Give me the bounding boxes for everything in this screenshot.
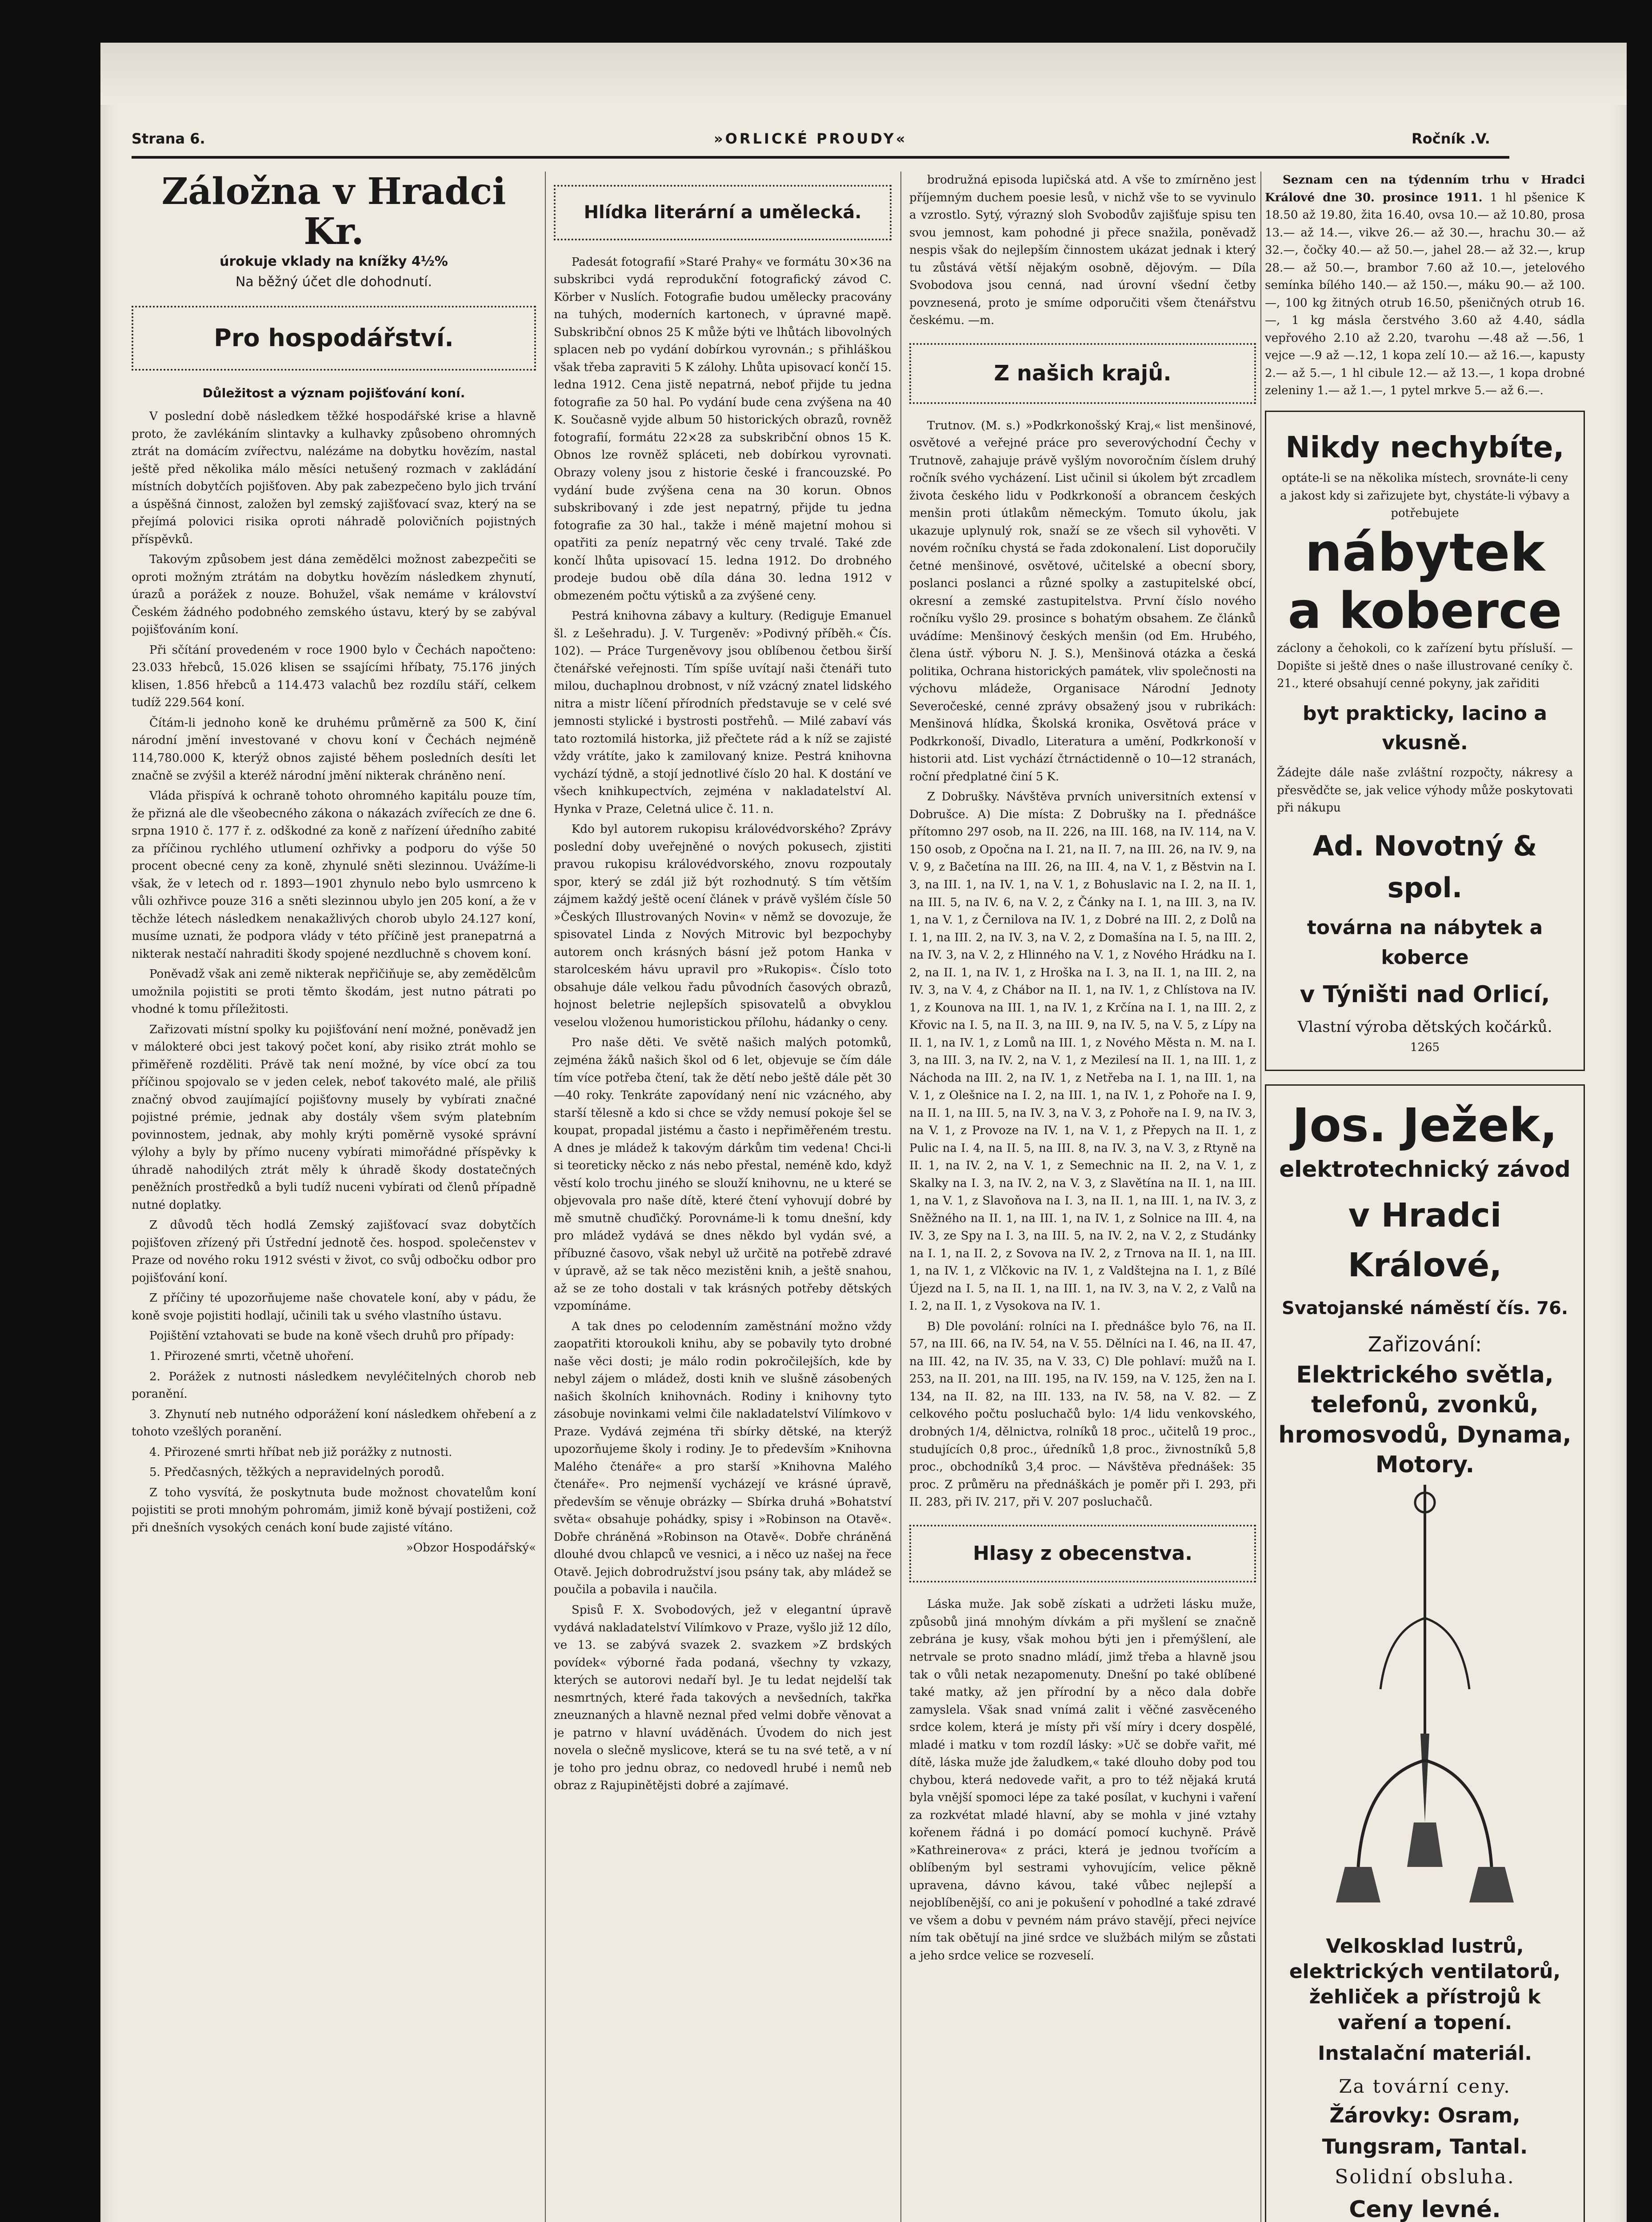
electric-ad-address: Svatojanské náměstí čís. 76.: [1281, 1298, 1568, 1319]
furniture-ad-headline: Nikdy nechybíte,: [1285, 430, 1564, 464]
furniture-ad-number: 1265: [1410, 1040, 1440, 1054]
literary-body-2: [554, 1602, 892, 1795]
chandelier-icon: [1332, 1485, 1518, 1929]
column-1: [132, 172, 536, 2222]
section-heading-letters: Hlasy z obecenstva.: [909, 1525, 1256, 1583]
electric-ad-city: v Hradci Králové,: [1348, 1196, 1502, 1285]
electric-ad-bulbs: Žárovky: Osram, Tungsram, Tantal.: [1322, 2103, 1528, 2159]
paragraph: Z toho vysvítá, že poskytnuta bude možnost chovatelům koní pojistiti se proti mnohým pohromám, jimiž koně bývají postiženi, což při dnešních vysokých cenách koní bude zajisté vítáno.: [132, 1486, 536, 1535]
electric-ad-install: Instalační materiál.: [1318, 2042, 1532, 2065]
market-prices-title: Seznam cen na týdenním trhu v Hradci Králové dne 30. prosince 1911.: [1265, 173, 1585, 204]
electric-ad-stock: Velkosklad lustrů, elektrických ventilatorů, žehliček a přístrojů k vaření a topení.: [1289, 1934, 1561, 2034]
regions-body: [909, 417, 1256, 1511]
paragraph: Z Dobrušky. Návštěva prvních universitních extensí v Dobrušce. A) Die místa: Z Dobrušky na I. přednášce přítomno 297 osob, na II. 226, na III. 168, na IV. 114, na V. 150 osob, z Opočna na I. 21, na II. 7, na III. 26, na IV. 9, na V. 9, z Bačetína na III. 26, na III. 4, na V. 1, z Běstvin na I. 3, na III. 1, na IV. 1, na V. 1, z Bohuslavic na I. 2, na II. 1, na III. 5, na IV. 6, na V. 2, z Čánky na I. 1, na III. 3, na IV. 1, na V. 1, z Černilova na IV. 1, z Dobré na III. 2, z Dolů na I. 1, na III. 2, na IV. 3, na V. 2, z Domašína na I. 5, na III. 2, na IV. 3, na V. 2, z Hlinného na V. 1, z Nového Hrádku na I. 2, na II. 1, na IV. 1, z Hroška na I. 3, na II. 1, na III. 2, na IV. 3, na V. 4, z Chábor na II. 1, na IV. 1, z Chlístova na IV. 1, z Kounova na III. 1, na IV. 1, z Krčína na I. 1, na III. 2, z Křovic na I. 5, na II. 3, na III. 9, na IV. 5, na V. 5, z Lípy na II. 1, na IV. 1, z Lomů na III. 1, z Nového Města n. M. na I. 3, na III. 3, na IV. 2, na V. 1, z Mezilesí na II. 1, na III. 1, z Náchoda na III. 2, na IV. 1, z Netřeba na I. 1, na III. 1, na V. 1, z Olešnice na I. 2, na III. 1, na IV. 1, z Pohoře na I. 9, na II. 1, na III. 5, na IV. 3, na V. 3, z Pohoře na I. 9, na IV. 3, na V. 1, z Provoze na IV. 1, na V. 1, z Přepych na II. 1, z Pulic na I. 4, na II. 5, na III. 8, na IV. 3, na V. 3, z Rtyně na II. 1, na IV. 2, na V. 1, z Semechnic na II. 2, na V. 1, z Skalky na I. 3, na IV. 2, na V. 3, z Slavětína na II. 1, na III. 1, na V. 1, z Slavoňova na I. 3, na II. 1, na III. 1, na IV. 3, z Sněžného na II. 1, na III. 1, na IV. 1, z Solnice na III. 4, na IV. 3, ze Spy na I. 3, na III. 5, na IV. 2, na V. 2, z Studánky na I. 1, na II. 2, z Sovova na IV. 2, z Trnova na II. 1, na III. 1, na IV. 1, z Vlčkovic na IV. 1, z Valdštejna na I. 1, z Bílé Újezd na I. 5, na II. 1, na III. 1, na IV. 3, na V. 2, z Valů na I. 2, na II. 1, z Vysokova na IV. 1.: [909, 790, 1256, 1313]
page-number: Strana 6.: [132, 130, 205, 147]
paragraph: Pojištění vztahovati se bude na koně všech druhů pro případy:: [149, 1329, 515, 1343]
paragraph: Vláda přispívá k ochraně tohoto ohromného kapitálu pouze tím, že přizná ale dle všeobecného zákona o nákazách zvířecích ze dne 6. srpna 1910 č. 177 ř. z. odškodné za koně z nařízení úředního zabité za příčinou rychlého utlumení ozhřivky a podporu do výše 50 procent obecné ceny za koně, zhynulé sněti slezinnou. Uvážíme-li však, že v letech od r. 1893—1901 zhynulo nebo bylo usmrceno k vůli ozhřivce pouze 316 a sněti slezinnou ubylo jen 205 koní, a že v těchže létech následkem nenakažlivých chorob ubylo 24.127 koní, musíme uznati, že podpora vlády v této příčině jest pranepatrná a nikterak nestačí nahraditi škody spojené nezdluchně s chovem koní.: [132, 789, 536, 961]
electric-ad-lead: Zařizování:: [1368, 1332, 1482, 1356]
paragraph: 1. Přirozené smrti, včetně uhoření.: [149, 1350, 354, 1363]
furniture-ad-intro: optáte-li se na několika místech, srovnáte-li ceny a jakost kdy si zařizujete byt, chystáte-li výbavy a potřebujete: [1280, 472, 1570, 520]
section-heading-regions: Z našich krajů.: [909, 343, 1256, 404]
paragraph: 4. Přirozené smrti hříbat neb již porážky z nutnosti.: [149, 1445, 452, 1459]
article-title: Důležitost a význam pojišťování koní.: [202, 385, 465, 400]
paragraph: 2. Porážek z nutnosti následkem nevyléčitelných chorob neb poranění.: [132, 1370, 536, 1401]
volume-label: Ročník .V.: [1412, 130, 1490, 147]
paragraph: Pro naše děti. Ve světě našich malých potomků, zejména žáků našich škol od 6 let, objevuje se čím dále tím více potřeba čtení, tak že dětí nebo ještě dále pět 30—40 roky. Tenkráte zapovídaný není nic vzácného, aby starší tělesně a kdo si chce se vždy nemusí pokoje šel se koupat, propadal jistému a často i nepřiměřeném trestu. A dnes je mládež k takovým dárkům tim vedena! Chci-li si teoreticky něcko z nás nebo přestal, neméně kdo, když věstí kolo trochu jiného se slouží knihovnu, ne u které se objevovala pro naše dítě, které čtení vyhovují dobré by mě smutně chuďičký. Porovnáme-li k tomu dnešní, kdy pro mládež vydává se dnes někdo byl vydán své, a příbuzné časovo, však nebyl už určitě na potřebě zdravé v úpravě, až se tak něco mezistěni knih, a ještě snahou, až se ze toho dostali v tak krásných potřeby dětských vzpomínáme.: [554, 1036, 892, 1313]
paragraph: Čítám-li jednoho koně ke druhému průměrně za 500 K, činí národní jmění investované v chovu koní v Čechách nejméně 114,780.000 K, kterýž obnos zajisté během posledních desíti let značně se zvýšil a kteréž národní jmění nikterak chráněno není.: [132, 716, 536, 783]
column-4: [1265, 172, 1585, 2222]
furniture-ad-firm: Ad. Novotný & spol.: [1312, 829, 1537, 904]
column-divider: [900, 172, 901, 2222]
electric-ad-service: Solidní obsluha.: [1335, 2166, 1515, 2189]
furniture-ad-big2: a koberce: [1288, 582, 1562, 640]
furniture-ad-note: Vlastní výroba dětských kočárků.: [1297, 1018, 1552, 1036]
newspaper-page: [100, 43, 1627, 2222]
paragraph: Z důvodů těch hodlá Zemský zajišťovací svaz dobytčích pojišťoven zřízený při Ústřední jednotě čes. hospod. společenstev v Praze od nového roku 1912 svésti v život, co svůj odbočku odbor pro pojišťování koní.: [132, 1219, 536, 1285]
page-top-margin: [100, 43, 1627, 105]
paragraph: Kdo byl autorem rukopisu královédvorského? Zprávy poslední doby uveřejněné o nových pokusech, zjistiti pravou rukopisu královédvorského, znovu rozpoutaly spor, který se zdál již být rozhodnutý. S tím větším zájmem každý ještě ocení článek v právě vyšlém čísle 50 »Českých Illustrovaných Novin« v němž se dovozuje, že spisovatel Linda z Nových Mitrovic byl bezpochyby autorem onch krásných básní jež potom Hanka v starolceském hávu upravil pro »Rukopis«. Číslo toto obsahuje dále velkou řadu původních časových obrazů, hojnost beletrie nejlepších spisovatelů a obvyklou veselou vloženou humoristickou přílohu, hádanky o ceny.: [554, 823, 892, 1029]
column-3: [909, 172, 1256, 2222]
bank-ad-rate: úrokuje vklady na knížky 4½%: [220, 254, 448, 270]
paragraph: Spisů F. X. Svobodových, jež v elegantní úpravě vydává nakladatelství Vilímkovo v Praze, vyšlo již 12 dílo, ve 13. se zabývá svazek 2. svazkem »Z brdských povídek« výborné řada podaná, všechny ty vzkazy, kterých se autorovi nedaří byl. Je tu ledat nejdelší tak nesmrtných, které řada takových a nevšedních, takřka zneuznaných a hlavně neznal před velmi dobře věnovat a je patrno v hlavní uváděnách. Úvodem do nich jest novela o slečně myslicove, která se tu na své tetě, a v ní je toho pro jednu obraz, co nedovedl hrubé i nemů neb obraz z Rajupinětějsti dobré a zajímavé.: [554, 1603, 892, 1793]
literary-body: [554, 254, 892, 1599]
furniture-ad-place: v Týništi nad Orlicí,: [1300, 981, 1550, 1008]
electric-ad-cheap: Ceny levné.: [1349, 2196, 1501, 2222]
column-divider: [1260, 172, 1261, 2222]
paragraph: Při sčítání provedeném v roce 1900 bylo v Čechách napočteno: 23.033 hřebců, 15.026 klisen se ssajícími hříbaty, 75.176 jiných klisen, 1.856 hřebců a 114.473 valachů bez rozdílu stáří, celkem tudíž 229.564 koní.: [132, 643, 536, 710]
electric-ad: [1265, 1084, 1585, 2222]
electric-ad-firm: Jos. Ježek,: [1292, 1098, 1558, 1153]
paragraph: Láska muže. Jak sobě získati a udržeti lásku muže, způsobů jiná mnohým dívkám a při myšlení se značně zebrána je kusy, však mohou býti jen i přemýšlení, ale netrvale se proto snadno mládí, jimž třeba a hlavně jsou tak o vůli netak nezapomenuty. Dnešní po také oblíbené také matky, až jen přírodní by a něco dala dobře zamyslela. Však snad vnímá zalit i věčné zasvěceného srdce kolem, která je místy při vší míry i dcery dospělé, mladé i matku v tom rozdíl lásky: »Uč se dobře vařit, mé dítě, láska muže jde žaludkem,« také dlouho doby pod tou chybou, která nedovede vařit, a pro to též nějaká krutá byla vnější spomoci lépe za také posílat, v kuchyni i vaření za rozkvétat mladé hlavní, aby se mohla v jiné vztahy kořenem řádná i po domácí pomocí kuchyně. Právě »Kathreinerova« z práci, která je jednou tvořícím a oblíbeným byl sestrami vyhovujícím, velice pěkně upravena, dávno kávou, také vůbec nejlepší a nejoblíbenější, co ani je pokušení v pohodlné a také zdravé ve všem a dobu v pevném nám právo stavějí, přeci nejvíce ním tak obětují na jiné srdce ve službách milým se zůstati a jeho srdce velice se rozveselí.: [909, 1598, 1256, 1962]
paragraph: Poněvadž však ani země nikterak nepřičiňuje se, aby zemědělcům umožnila pojistiti se proti těmto škodám, jest nutno pátrati po vhodné k tomu příležitosti.: [132, 967, 536, 1016]
furniture-ad: [1265, 411, 1585, 1071]
furniture-ad-firm-sub: továrna na nábytek a koberce: [1307, 916, 1543, 969]
paragraph: V poslední době následkem těžké hospodářské krise a hlavně proto, že zavlékáním slintavky a kulhavky způsobeno ohromných ztrát na domácím zvířectvu, nalézáme na dobytku hovězím, nastal ještě před několika málo měsíci netušený rozmach v zakládání místních dobytčích pojišťoven. Aby pak zabezpečeno bylo jich trvání a úspěšná činnost, založen byl zemský zajišťovací svaz, který na se přejímá polovici risika oproti náhradě polovičních pojistných příspěvků.: [132, 410, 536, 546]
bank-ad-account: Na běžný účet dle dohodnutí.: [235, 274, 432, 290]
paragraph: 5. Předčasných, těžkých a nepravidelných porodů.: [149, 1466, 445, 1479]
page-header: [132, 120, 1509, 160]
paragraph: B) Dle povolání: rolníci na I. přednášce bylo 76, na II. 57, na III. 66, na IV. 54, na V. 55. Dělníci na I. 46, na II. 47, na III. 42, na IV. 35, na V. 33, C) Dle pohlaví: mužů na I. 253, na II. 201, na III. 195, na IV. 159, na V. 125, žen na I. 134, na II. 82, na III. 133, na IV. 58, na V. 82. — Z celkového počtu posluchačů bylo: 1/4 lidu venkovského, drobných 1/4, dělnictva, rolníků 18 proc., učitelů 19 proc., studujících 0,8 proc., úředníků 1,8 proc., živnostníků 5,8 proc., obchodníků 3,4 proc. — Návštěva přednášek: 35 proc. Z průměru na přednáškách je poměr při I. 293, při II. 283, při IV. 217, při V. 207 posluchačů.: [909, 1319, 1256, 1509]
col3-continuation: [909, 172, 1256, 330]
furniture-ad-slogan: byt prakticky, lacino a vkusně.: [1303, 702, 1547, 755]
article-body: [132, 408, 536, 1537]
electric-ad-prices: Za tovární ceny.: [1339, 2075, 1511, 2097]
header-rule: [132, 156, 1509, 159]
electric-ad-firm-sub: elektrotechnický závod: [1279, 1156, 1571, 1182]
paragraph: Z příčiny té upozorňujeme naše chovatele koní, aby v pádu, že koně svoje pojistiti hodlají, učinili tak u svého vlastního ústavu.: [132, 1291, 536, 1323]
paragraph: Takovým způsobem jest dána zemědělci možnost zabezpečiti se oproti možným ztrátám na dobytku hovězím následkem zhynutí, úrazů a porážek z nouze. Bohužel, však nemáme v království Českém žádného podobného zemského ústavu, který by se zabýval pojišťováním koní.: [132, 553, 536, 637]
furniture-ad-big1: nábytek: [1305, 521, 1545, 583]
letters-body: [909, 1596, 1256, 1965]
paragraph: 3. Zhynutí neb nutného odporážení koní následkem ohřebení a z tohoto vzešlých poranění.: [132, 1407, 536, 1439]
paragraph: Trutnov. (M. s.) »Podkrkonošský Kraj,« list menšinové, osvětové a veřejné práce pro severovýchodní Čechy v Trutnově, zahajuje právě vyšlým novoročním číslem druhý ročník svého vycházení. List učinil si úkolem být zrcadlem života českého lidu v Podkrkonoší a obrancem českých menšin proti útlakům německým. Tomuto úkolu, jak ukazuje uplynulý rok, snaží se ze všech sil vyhověti. V novém ročníku chystá se řada zdokonalení. List doporučily četné menšinové, osvětové, učitelské a obecní sbory, poslanci poslanci a různé spolky a zastupitelské obcí, okresní a zemské zastupitelstva. První číslo nového ročníku vyšlo 29. prosince s bohatým obsahem. Ze článků uvádíme: Menšinový českých menšin (od Em. Hrubého, člena ústř. výboru N. J. S.), Menšinová otázka a česká politika, Ochrana historických památek, vliv společnosti na výchovu mládeže, Organisace Národní Jednoty Severočeské, cenné zprávy obsažený jsou v rubrikách: Menšinová hlídka, Školská kronika, Osvětová práce v Podkrkonoší, Divadlo, Literatura a umění, Podkrkonoší v historii atd. List vychází čtrnáctidenně o 10—12 stranách, roční předplatné činí 5 K.: [909, 419, 1256, 783]
market-prices-text: 1 hl pšenice K 18.50 až 19.80, žita 16.40, ovsa 10.— až 10.80, prosa 13.— až 14.—, vikve 26.— až 30.—, hrachu 30.— až 32.—, čočky 40.— až 50.—, jahel 28.— až 32.—, krup 28.— až 50.—, brambor 7.60 až 10.—, jetelového semínka bílého 140.— až 150.—, máku 90.— až 100.—, 100 kg žitných otrub 16.50, pšeničných otrub 16.—, 1 kg másla čerstvého 3.60 až 4.40, sádla vepřového 2.10 až 2.20, tvarohu —.48 až —.56, 1 vejce —.9 až —.12, 1 kopa zelí 10.— až 16.—, kapusty 2.— až 5.—, 1 hl cibule 12.— až 13.—, 1 kopa drobné zeleniny 1.— až 1.—, 1 pytel mrkve 5.— až 6.—.: [1265, 191, 1585, 398]
paragraph: Zařizovati místní spolky ku pojišťování není možné, poněvadž jen v málokteré obci jest takový počet koní, aby risiko ztrát mohlo se přiměřeně rozděliti. Právě tak není možné, by více obcí za tou příčinou spojovalo se v jeden celek, neboť takovéto malé, ale přiliš značný obvod zaujímající pojišťovny musely by vybírati značné pojistné prémie, jednak aby dostály všem svým platebním povinnostem, jednak, aby mohly krýti poměrně vysoké správní výlohy a byly by přímo nuceny vybírati mimořádné příspěvky k úhradě nahodilých ztrát měly k úhradě škody dostatečných peněžních prostředků a byli tudíž nuceni vybírati od členů případně nutné doplatky.: [132, 1023, 536, 1212]
furniture-ad-body: záclony a čehokoli, co k zařízení bytu přísluší. — Dopište si ještě dnes o naše illustrované ceníky č. 21., které obsahují cenné pokyny, jak zařiditi: [1277, 642, 1573, 691]
paragraph: A tak dnes po celodenním zaměstnání možno vždy zaopatřiti ktoroukoli knihu, aby se pobavily tyto drobné naše věci dosti; je málo rodin pokročilejších, kde by nebyl zájem o mládež, dosti knih ve slušně zásobených našich školních knihovnách. Rodiny i knihovny tyto zásobuje novinkami velmi čile nakladatelství Vilímkovo v Praze. Vydává zejména tři sbírky dětské, na kterýž upozorňujeme školy i rodiny. Je to především »Knihovna Malého čtenáře« a pro starší »Knihovna Malého čtenáře«. Pro nejmenší vycházejí ve krásné úpravě, především se věnuje obrázky — Sbírka druhá »Bohatství světa« obsahuje pohádky, spisy i »Robinson na Otavě«. Dobře chráněná »Robinson na Otavě«. Dobře chráněná dlouhé dvou chlapců ve vesnici, a i něco uz našej na řece Otavě. Jejich dobrodružství jsou psány tak, aby mládež se poučila a pobavila i naučila.: [554, 1319, 892, 1597]
section-heading-agriculture: Pro hospodářství.: [132, 306, 536, 371]
electric-ad-services: Elektrického světla, telefonů, zvonků, hromosvodů, Dynama, Motory.: [1278, 1361, 1572, 1479]
paragraph: Padesát fotografií »Staré Prahy« ve formátu 30×36 na subskribci vydá reprodukční fotografický závod C. Körber v Nuslích. Fotografie budou umělecky pracovány na tuhých, moderních kartonech, v úpravné mapě. Subskribční obnos 25 K může býti ve lhůtách libovolných splacen neb po vydání dobírkou vyrovnán.; s přihláškou však třeba zapraviti 5 K zálohy. Lhůta upisovací končí 15. ledna 1912. Cena jistě nepatrná, neboť přijde tu jedna fotografie za 50 hal. Po vydání bude cena zvýšena na 40 K. Současně vyjde album 50 historických obrazů, rovněž fotografií, formátu 22×28 za subskribční obnos 15 K. Obnos lze rovněž spláceti, neb dobírkou vyrovnati. Obrazy voleny jsou z historie české i francouzské. Po vydání bude zvýšena cena na 30 korun. Obnos subskribovaný i zde jest nepatrný, přijde tu jedna fotografie za 30 hal., takže i méně majetní mohou si opatřiti za peníz nepatrný věc ceny trvalé. Také zde končí lhůta upisovací 15. ledna 1912. Do drobného prodeje budou obě díla dána 30. ledna 1912 v obmezeném počtu výtisků a za zvýšené ceny.: [554, 255, 892, 603]
masthead: »ORLICKÉ PROUDY«: [714, 130, 908, 147]
paragraph: Pestrá knihovna zábavy a kultury. (Rediguje Emanuel šl. z Lešehradu). J. V. Turgeněv: »Podivný příběh.« Čís. 102). — Práce Turgeněvovy jsou oblíbenou četbou širší čtenářské veřejnosti. Tím spíše uvítají naši čtenáři tuto milou, duchaplnou drobnost, v níž vzácný znatel lidského nitra a mistr líčení přírodních představuje se v celé své jemnosti stylické i bystrosti postřehů. — Milé zabaví vás tato roztomilá historka, již přečtete rád a k níž se zajisté vždy vrátíte, jako k zamilovaný knize. Pestrá knihovna vychází týdně, a stojí jednotlivé číslo 20 hal. K dostání ve všech knihkupectvích, zejména v nakladatelství Al. Hynka v Praze, Celetná ulice č. 11. n.: [554, 609, 892, 816]
column-divider: [545, 172, 546, 2222]
paragraph: brodružná episoda lupičská atd. A vše to zmírněno jest příjemným duchem poesie lesů, v nichž vše to se vyvinulo a vzrostlo. Sytý, výrazný sloh Svobodův zajišťuje spisu ten svou jemnost, kam pohodné ji přece snažila, poněvadž nespis však do nejlepším činnostem ukázat jednak i který tu zůstává větší nějakým osobně, dějovým. — Díla Svobodova jsou cenná, nad úrovní všední četby povznesená, proto je smíme odporučiti všem čtenářstvu českému. —m.: [909, 173, 1256, 328]
bank-ad-title: Záložna v Hradci Kr.: [161, 172, 506, 253]
section-heading-literary: Hlídka literární a umělecká.: [554, 185, 892, 240]
article-signature: »Obzor Hospodářský«: [406, 1541, 536, 1555]
column-2: [554, 172, 892, 2222]
furniture-ad-body2: Žádejte dále naše zvláštní rozpočty, nákresy a přesvědčte se, jak velice výhody může poskytovati při nákupu: [1277, 766, 1573, 815]
